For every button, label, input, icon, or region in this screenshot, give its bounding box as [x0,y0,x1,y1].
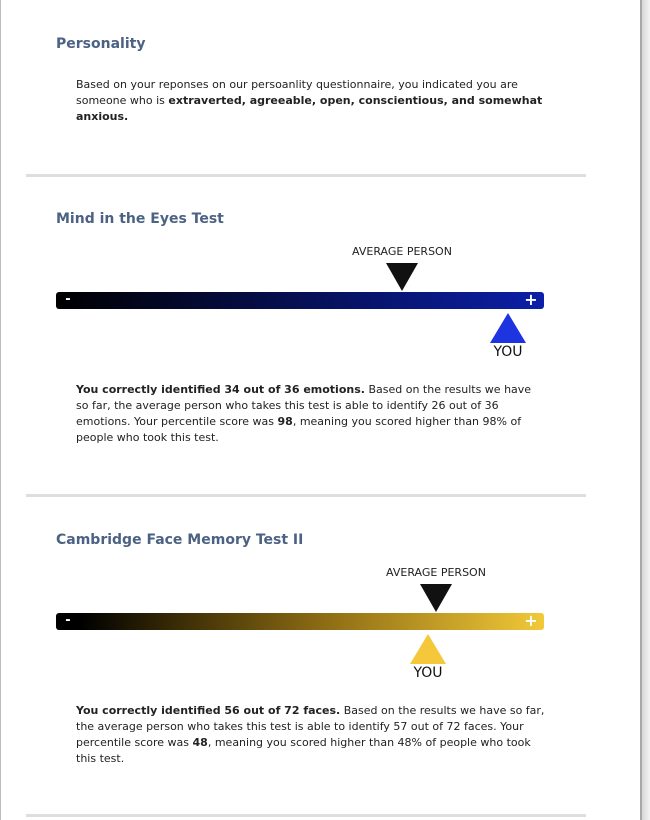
eyes-result-bold: You correctly identified 34 out of 36 emotions. [76,383,365,396]
eyes-percentile: 98 [277,415,293,428]
eyes-result-detail: Based on the results we have so far, the average person who takes this test is able to identify 26 out of 36 emotions. Your percentile score was [76,383,532,428]
eyes-average-marker [386,263,418,291]
eyes-result-summary: , meaning you scored higher than 98% of people who took this test. [76,415,522,444]
face-you-label: YOU [413,665,443,681]
section-divider [26,174,586,177]
eyes-result-text [76,382,538,446]
eyes-score-bar [56,292,544,309]
eyes-bar-minus: - [65,292,71,307]
eyes-bar-plus: + [524,290,538,309]
section-divider [26,494,586,497]
face-you-marker [410,634,446,664]
face-test-title: Cambridge Face Memory Test II [56,532,304,548]
page-scroll-gutter [642,0,650,820]
eyes-average-label: AVERAGE PERSON [352,245,452,258]
face-percentile: 48 [192,736,208,749]
eyes-you-marker [490,313,526,343]
section-divider [26,814,586,817]
eyes-test-title: Mind in the Eyes Test [56,211,224,227]
face-bar-minus: - [65,613,71,628]
page-left-border [0,0,1,820]
face-score-bar [56,613,544,630]
face-result-detail: Based on the results we have so far, the average person who takes this test is able to identify 57 out of 72 faces. Your percentile score was [76,704,545,749]
face-average-label: AVERAGE PERSON [386,566,486,579]
personality-text: Based on your reponses on our persoanlity questionnaire, you indicated you are someone who is [76,78,518,107]
personality-title: Personality [56,36,146,52]
face-average-marker [420,584,452,612]
face-bar-plus: + [524,611,538,630]
personality-description [76,77,544,125]
face-result-summary: , meaning you scored higher than 48% of people who took this test. [76,736,531,765]
eyes-you-label: YOU [493,344,523,360]
face-result-bold: You correctly identified 56 out of 72 faces. [76,704,341,717]
personality-traits: extraverted, agreeable, open, conscientious, and somewhat anxious. [76,94,543,123]
face-result-text [76,703,552,767]
